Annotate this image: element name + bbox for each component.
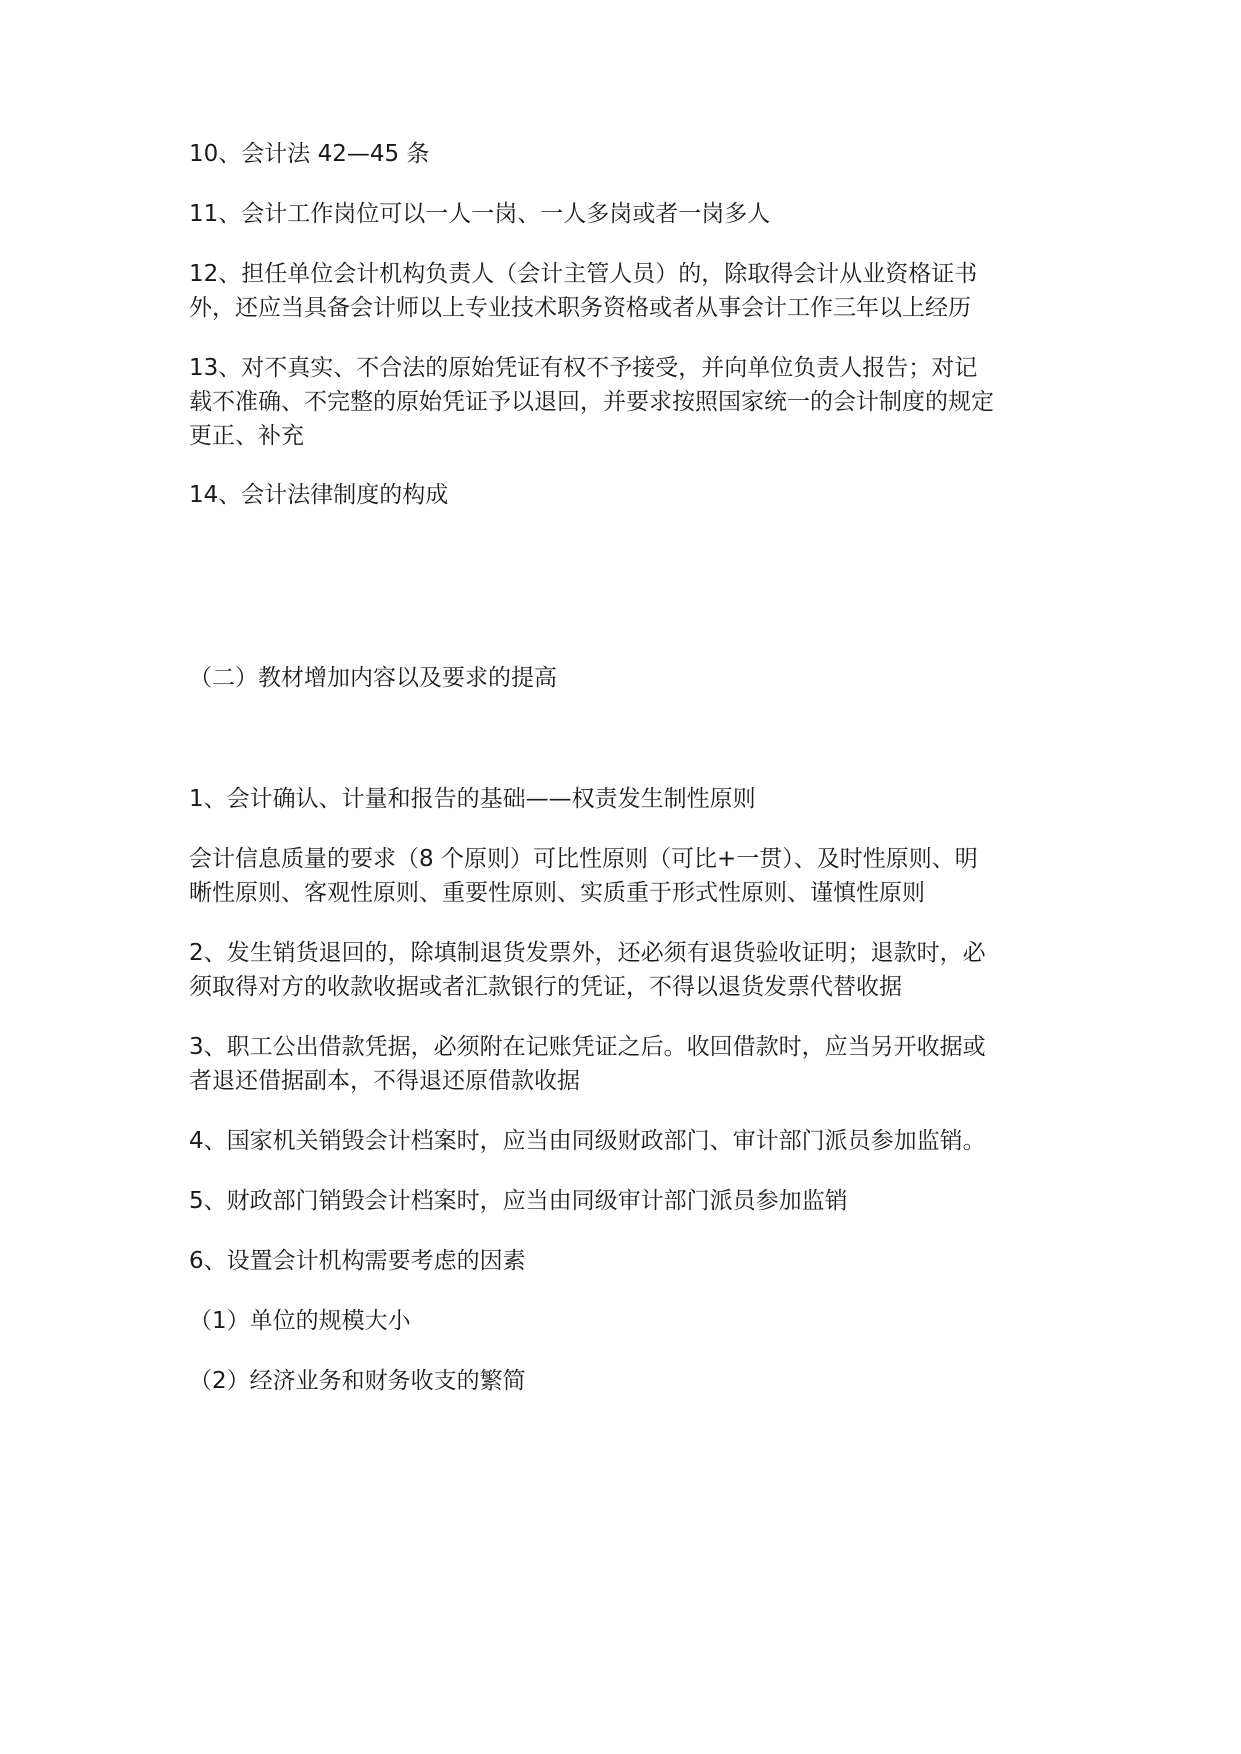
section-heading-text: （二）教材增加内容以及要求的提高: [189, 665, 557, 691]
item-2: [189, 936, 1069, 1004]
quality-requirements: [189, 842, 1069, 910]
item-6-sub-1: [189, 1304, 1069, 1338]
paragraph-14: [189, 478, 1069, 512]
paragraph-12: [189, 257, 1069, 325]
paragraph-line: 10、会计法 42—45 条: [189, 141, 430, 167]
item-4: [189, 1124, 1069, 1158]
item-3: [189, 1030, 1069, 1098]
paragraph-line: 外，还应当具备会计师以上专业技术职务资格或者从事会计工作三年以上经历: [189, 295, 971, 321]
paragraph-line: 1、会计确认、计量和报告的基础——权责发生制性原则: [189, 786, 756, 812]
paragraph-line: 11、会计工作岗位可以一人一岗、一人多岗或者一岗多人: [189, 201, 771, 227]
paragraph-line: （2）经济业务和财务收支的繁简: [189, 1368, 526, 1394]
paragraph-line: 2、发生销货退回的，除填制退货发票外，还必须有退货验收证明；退款时，必: [189, 940, 986, 966]
item-1: [189, 782, 1069, 816]
paragraph-line: 5、财政部门销毁会计档案时，应当由同级审计部门派员参加监销: [189, 1188, 848, 1214]
paragraph-line: 更正、补充: [189, 423, 304, 449]
item-5: [189, 1184, 1069, 1218]
paragraph-line: 晰性原则、客观性原则、重要性原则、实质重于形式性原则、谨慎性原则: [189, 880, 925, 906]
paragraph-line: 13、对不真实、不合法的原始凭证有权不予接受，并向单位负责人报告；对记: [189, 355, 978, 381]
item-6: [189, 1244, 1069, 1278]
paragraph-line: 者退还借据副本，不得退还原借款收据: [189, 1068, 580, 1094]
section-heading: [189, 661, 1069, 695]
paragraph-line: 3、职工公出借款凭据，必须附在记账凭证之后。收回借款时，应当另开收据或: [189, 1034, 986, 1060]
paragraph-10: [189, 137, 1069, 171]
paragraph-line: （1）单位的规模大小: [189, 1308, 411, 1334]
item-6-sub-2: [189, 1364, 1069, 1398]
paragraph-13: [189, 351, 1069, 453]
paragraph-line: 12、担任单位会计机构负责人（会计主管人员）的，除取得会计从业资格证书: [189, 261, 978, 287]
paragraph-line: 须取得对方的收款收据或者汇款银行的凭证，不得以退货发票代替收据: [189, 974, 902, 1000]
paragraph-line: 会计信息质量的要求（8 个原则）可比性原则（可比+一贯）、及时性原则、明: [189, 846, 978, 872]
paragraph-line: 14、会计法律制度的构成: [189, 482, 449, 508]
paragraph-line: 4、国家机关销毁会计档案时，应当由同级财政部门、审计部门派员参加监销。: [189, 1128, 986, 1154]
paragraph-11: [189, 197, 1069, 231]
paragraph-line: 6、设置会计机构需要考虑的因素: [189, 1248, 526, 1274]
paragraph-line: 载不准确、不完整的原始凭证予以退回，并要求按照国家统一的会计制度的规定: [189, 389, 994, 415]
